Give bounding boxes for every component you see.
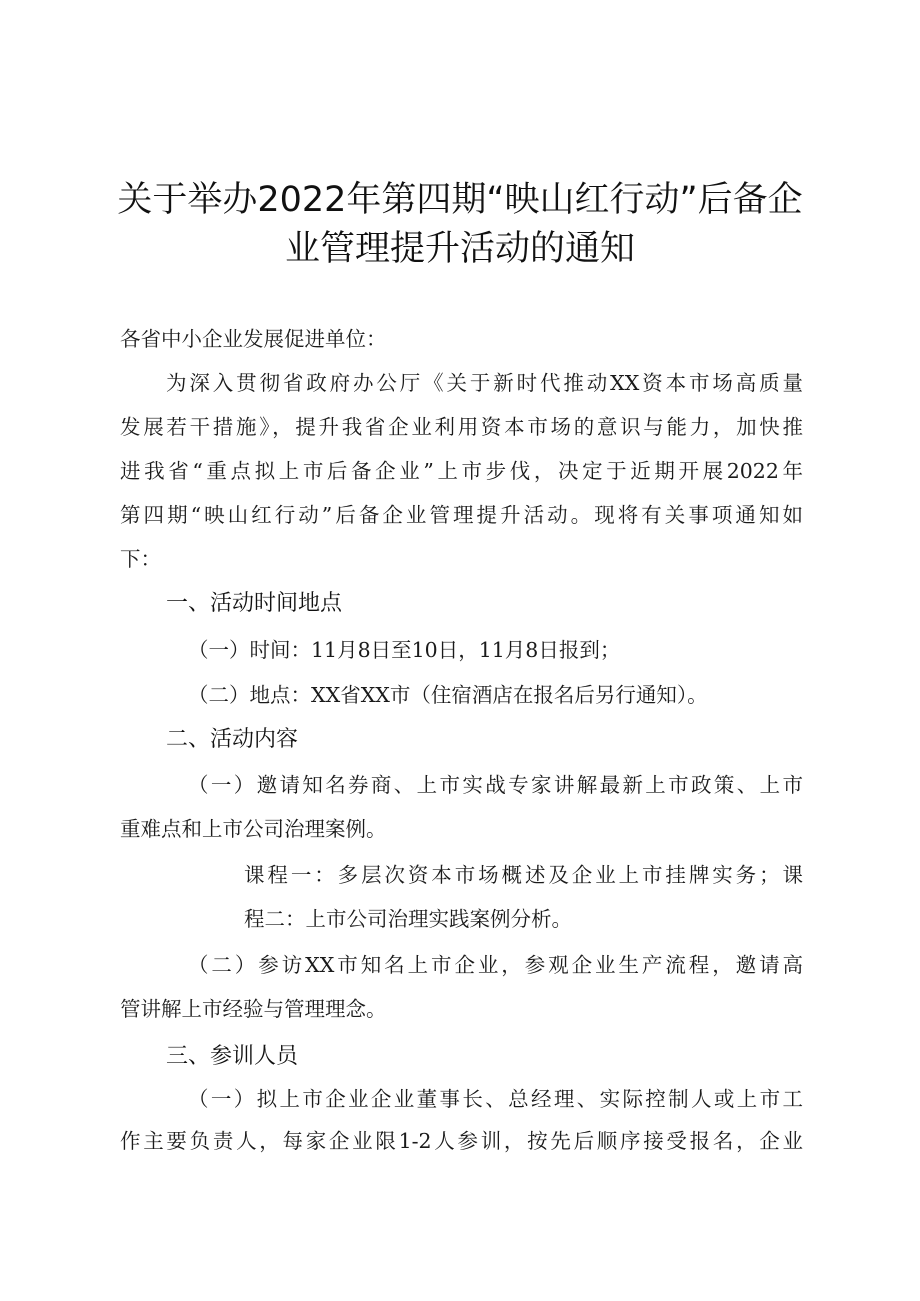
intro-line: 进我省“重点拟上市后备企业”上市步伐，决定于近期开展2022年 bbox=[120, 459, 803, 483]
course-line: 程二：上市公司治理实践案例分析。 bbox=[244, 907, 572, 931]
document-title-line-2: 业管理提升活动的通知 bbox=[284, 229, 635, 269]
salutation: 各省中小企业发展促进单位： bbox=[120, 327, 387, 351]
section-item: （二）参访XX市知名上市企业，参观企业生产流程，邀请高 bbox=[188, 953, 803, 977]
section-item: 管讲解上市经验与管理理念。 bbox=[120, 997, 387, 1021]
section-heading-participants: 三、参训人员 bbox=[166, 1044, 299, 1069]
section-heading-content: 二、活动内容 bbox=[166, 727, 299, 752]
intro-line: 发展若干措施》，提升我省企业利用资本市场的意识与能力，加快推 bbox=[120, 415, 803, 439]
intro-line: 为深入贯彻省政府办公厅《关于新时代推动XX资本市场高质量 bbox=[166, 371, 803, 395]
intro-line: 下： bbox=[120, 547, 161, 571]
document-title-line-1: 关于举办2022年第四期“映山红行动”后备企 bbox=[117, 180, 803, 220]
section-item: （一）时间：11月8日至10日，11月8日报到； bbox=[188, 638, 621, 662]
section-heading-time-place: 一、活动时间地点 bbox=[166, 591, 343, 616]
section-item: 重难点和上市公司治理案例。 bbox=[120, 817, 387, 841]
section-item: （二）地点：XX省XX市（住宿酒店在报名后另行通知）。 bbox=[188, 683, 708, 707]
intro-line: 第四期“映山红行动”后备企业管理提升活动。现将有关事项通知如 bbox=[120, 503, 803, 527]
section-item: 作主要负责人，每家企业限1-2人参训，按先后顺序接受报名，企业 bbox=[120, 1129, 803, 1153]
section-item: （一）拟上市企业企业董事长、总经理、实际控制人或上市工 bbox=[188, 1087, 803, 1111]
course-line: 课程一：多层次资本市场概述及企业上市挂牌实务；课 bbox=[244, 863, 803, 887]
section-item: （一）邀请知名券商、上市实战专家讲解最新上市政策、上市 bbox=[188, 773, 803, 797]
